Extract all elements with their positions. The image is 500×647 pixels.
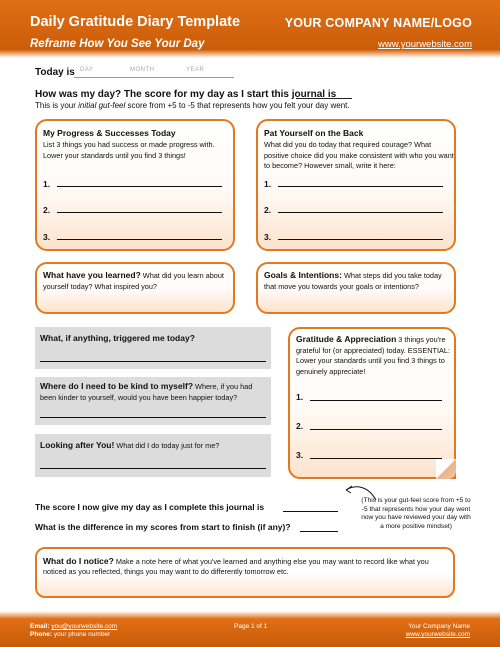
footer-website-link[interactable]: www.yourwebsite.com <box>405 631 470 638</box>
goals-text: Goals & Intentions: What steps did you take today that move you towards your goals or intentions? <box>264 270 442 291</box>
after-box <box>35 434 271 477</box>
date-underline <box>74 77 234 78</box>
gratitude-line-1[interactable] <box>310 400 442 401</box>
year-field[interactable]: YEAR <box>186 67 205 73</box>
pat-line-2[interactable] <box>278 212 443 213</box>
day-field[interactable]: DAY <box>80 67 94 73</box>
footer-email-link[interactable]: you@yourwebsite.com <box>51 623 118 630</box>
triggered-title: What, if anything, triggered me today? <box>40 333 195 343</box>
pat-line-1[interactable] <box>278 186 443 187</box>
header-banner <box>0 0 500 58</box>
progress-line-2[interactable] <box>57 212 222 213</box>
pat-title: Pat Yourself on the Back <box>264 128 364 138</box>
after-text: Looking after You! What did I do today just for me? <box>40 440 220 450</box>
page-curl-decoration <box>436 459 456 479</box>
triggered-box <box>35 327 271 369</box>
progress-title: My Progress & Successes Today <box>43 128 176 138</box>
after-line[interactable] <box>40 468 266 469</box>
end-score-field[interactable] <box>283 511 338 512</box>
gratitude-item-number: 2. <box>296 421 304 431</box>
pat-desc: What did you do today that required courage? What positive choice did you make consistent with who you want to become? However small, write it here: <box>264 140 454 170</box>
notice-card[interactable] <box>35 547 455 598</box>
kind-line[interactable] <box>40 417 266 418</box>
gratitude-item-number: 3. <box>296 450 304 460</box>
pat-item-number: 2. <box>264 205 272 215</box>
end-score-question: The score I now give my day as I complete this journal is <box>35 502 265 512</box>
kind-text: Where do I need to be kind to myself? Where, if you had been kinder to yourself, would you have been happier today? <box>40 381 253 402</box>
gratitude-line-2[interactable] <box>310 429 442 430</box>
pat-item-number: 1. <box>264 179 272 189</box>
start-score-question: How was my day? The score for my day as I start this journal is <box>35 89 337 100</box>
gratitude-card <box>288 327 456 479</box>
notice-text: What do I notice? Make a note here of what you've learned and anything else you may want to record like what you noticed as you reflected, things you may want to do differently tomorrow etc. <box>43 556 429 576</box>
today-label: Today is <box>35 67 75 78</box>
footer-phone: Phone: your phone number <box>30 631 111 638</box>
progress-item-number: 1. <box>43 179 51 189</box>
header-website-link[interactable]: www.yourwebsite.com <box>378 39 472 50</box>
footer-banner <box>0 611 500 647</box>
progress-desc: List 3 things you had success or made progress with. Lower your standards until you find 3 things! <box>43 140 215 160</box>
pat-item-number: 3. <box>264 232 272 242</box>
header-fade <box>0 50 500 58</box>
footer-company: Your Company Name <box>408 623 470 630</box>
company-logo-text: YOUR COMPANY NAME/LOGO <box>284 16 472 30</box>
gratitude-item-number: 1. <box>296 392 304 402</box>
gratitude-text: Gratitude & Appreciation 3 things you're grateful for (or appreciated) today. ESSENTIAL: Lower your standards until you find 3 things to genuinely appreciate! <box>296 334 450 376</box>
progress-item-number: 2. <box>43 205 51 215</box>
progress-line-3[interactable] <box>57 239 222 240</box>
pat-card <box>256 119 456 251</box>
start-score-field[interactable] <box>296 98 352 99</box>
progress-line-1[interactable] <box>57 186 222 187</box>
start-score-explanation: This is your initial gut-feel score from +5 to -5 that represents how you felt your day went. <box>35 101 350 110</box>
difference-field[interactable] <box>300 531 338 532</box>
triggered-line[interactable] <box>40 361 266 362</box>
gratitude-line-3[interactable] <box>310 458 442 459</box>
progress-card <box>35 119 235 251</box>
goals-card[interactable] <box>256 262 456 314</box>
progress-item-number: 3. <box>43 232 51 242</box>
footer-page-number: Page 1 of 1 <box>234 623 268 630</box>
page-title: Daily Gratitude Diary Template <box>30 14 241 30</box>
difference-question: What is the difference in my scores from start to finish (if any)? <box>35 522 291 532</box>
pat-line-3[interactable] <box>278 239 443 240</box>
month-field[interactable]: MONTH <box>130 67 155 73</box>
learned-text: What have you learned? What did you learn about yourself today? What inspired you? <box>43 270 224 291</box>
learned-card[interactable] <box>35 262 235 314</box>
end-score-note: (This is your gut-feel score from +5 to -5 that represents how your day went now you have reviewed your day with a more positive mindset) <box>361 497 471 530</box>
kind-box <box>35 377 271 425</box>
page-subtitle: Reframe How You See Your Day <box>30 38 205 50</box>
footer-email: Email: you@yourwebsite.com <box>30 623 118 630</box>
